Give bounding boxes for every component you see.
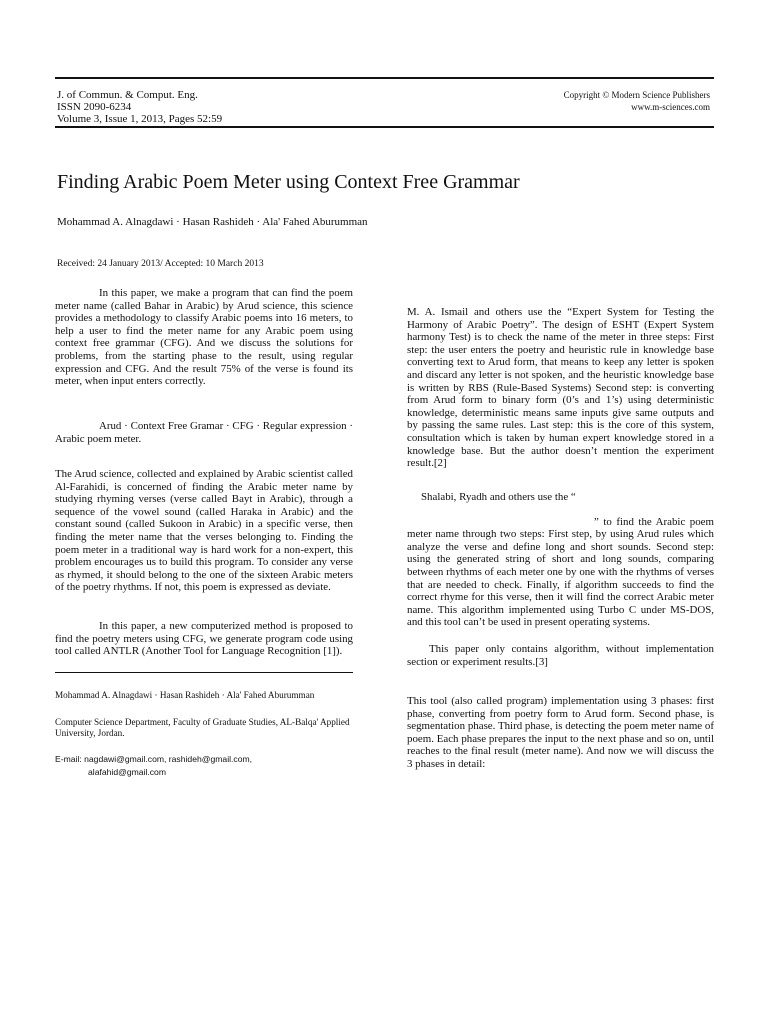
related-work-note [407, 643, 714, 668]
email-addresses [55, 753, 355, 779]
submission-dates: Received: 24 January 2013/ Accepted: 10 March 2013 [57, 259, 264, 269]
right-paragraph-1: M. A. Ismail and others use the “Expert System for Testing the Harmony of Arabic Poetry”. The design of ESHT (Expert System harmony Test) is to check the name of the meter in three steps: First step: the user enters the poetry and heuristic rule in knowledge base converting text to Arud form, that means to keep any letter is spoken and discard any letter is not spoken, and the heuristic knowledge base is written by RBS (Rule-Based Systems) Second step: is converting from Arud form to binary form (0’s and 1’s) using deterministic knowledge, deterministic means same inputs give same outputs and by passing the same rules. Last step: this is the core of this system, consultation which is taken by human expert knowledge stored in a knowledge base. But the author doesn’t mention the experiment result.[2] [407, 306, 714, 470]
keywords [55, 420, 353, 445]
related-work-shalabi [407, 491, 714, 629]
email-line-1: E-mail: nagdawi@gmail.com, rashideh@gmail.com, [55, 754, 253, 764]
abstract-text: In this paper, we make a program that can find the poem meter name (called Bahar in Arabic) by Arud science, this science provides a methodology to classify Arabic poems into 16 meters, to help a user to find the meter name for any Arabic poem using context free grammar (CFG). And we discuss the solutions for problems, from the starting phase to the result, using regular expression and CFG. And the result 75% of the verse is found its meter, when input enters correctly. [55, 287, 353, 388]
publisher-info [470, 89, 710, 113]
right-paragraph-2-rest: ” to find the Arabic poem meter name through two steps: First step, by using Arud rules which analyze the verse and define long and short sounds. Second step: using the generated string of short and long sounds, comparing between rhythms of each meter one by one with the rhythms of verses that are needed to check. Finally, if algorithm succeeds to find the correct rhyme for this verse, then it will find the correct Arabic meter name. This algorithm implemented using Turbo C under MS-DOS, and this tool can’t be used in present operating systems. [407, 515, 714, 629]
journal-issn: ISSN 2090-6234 [57, 101, 132, 113]
journal-name: J. of Commun. & Comput. Eng. [57, 89, 198, 101]
header-bottom-rule [55, 126, 714, 128]
paper-authors: Mohammad A. Alnagdawi · Hasan Rashideh · Ala' Fahed Aburumman [57, 216, 368, 228]
header-top-rule [55, 77, 714, 79]
right-paragraph-2-start: Shalabi, Ryadh and others use the “ [421, 491, 576, 503]
intro-paragraph-2: In this paper, a new computerized method is proposed to find the poetry meters using CFG, we generate program code using tool called ANTLR (Another Tool for Language Recognition [1]). [55, 620, 353, 658]
email-line-2: alafahid@gmail.com [88, 767, 166, 777]
implementation-overview [407, 695, 714, 771]
publisher-website: www.m-sciences.com [631, 102, 710, 112]
footnote-authors: Mohammad A. Alnagdawi · Hasan Rashideh · Ala' Fahed Aburumman [55, 690, 315, 700]
keywords-text: Arud · Context Free Gramar · CFG · Regular expression · Arabic poem meter. [55, 420, 353, 445]
abstract [55, 287, 353, 388]
introduction [55, 468, 353, 594]
copyright-notice: Copyright © Modern Science Publishers [563, 90, 710, 100]
right-paragraph-3: This paper only contains algorithm, without implementation section or experiment results.[3] [407, 643, 714, 668]
related-work-ismail [407, 306, 714, 470]
right-paragraph-4: This tool (also called program) implementation using 3 phases: first phase, converting from poetry form to Arud form. Second phase, is segmentation phase. Third phase, is detecting the poem meter name of poem. Each phase prepares the input to the next phase and so on, until reaches to the final result (meter name). And now we will discuss the 3 phases in detail: [407, 695, 714, 770]
footnote-affiliation: Computer Science Department, Faculty of Graduate Studies, AL-Balqa' Applied University, Jordan. [55, 717, 350, 738]
intro-paragraph-1: The Arud science, collected and explained by Arabic scientist called Al-Farahidi, is concerned of finding the Arabic meter name by studying rhyming verses (verse called Bayt in Arabic), through a sequence of the vowel sound (called Haraka in Arabic) and the constant sound (called Sukoon in Arabic) in a specific verse, then finding the meter name that the verses belonging to. Finding the poem meter in a traditional way is hard work for a non-expert, this problem encourages us to build this program. To consider any verse as rhymed, it should belong to the one of the sixteen Arabic meters of the poetry rhythms. If not, this poem is expressed as deviate. [55, 468, 353, 594]
journal-volume: Volume 3, Issue 1, 2013, Pages 52:59 [57, 113, 223, 125]
paper-title: Finding Arabic Poem Meter using Context Free Grammar [57, 171, 520, 193]
journal-info [57, 89, 377, 125]
footnote-divider [55, 672, 353, 673]
introduction-continued [55, 620, 353, 658]
